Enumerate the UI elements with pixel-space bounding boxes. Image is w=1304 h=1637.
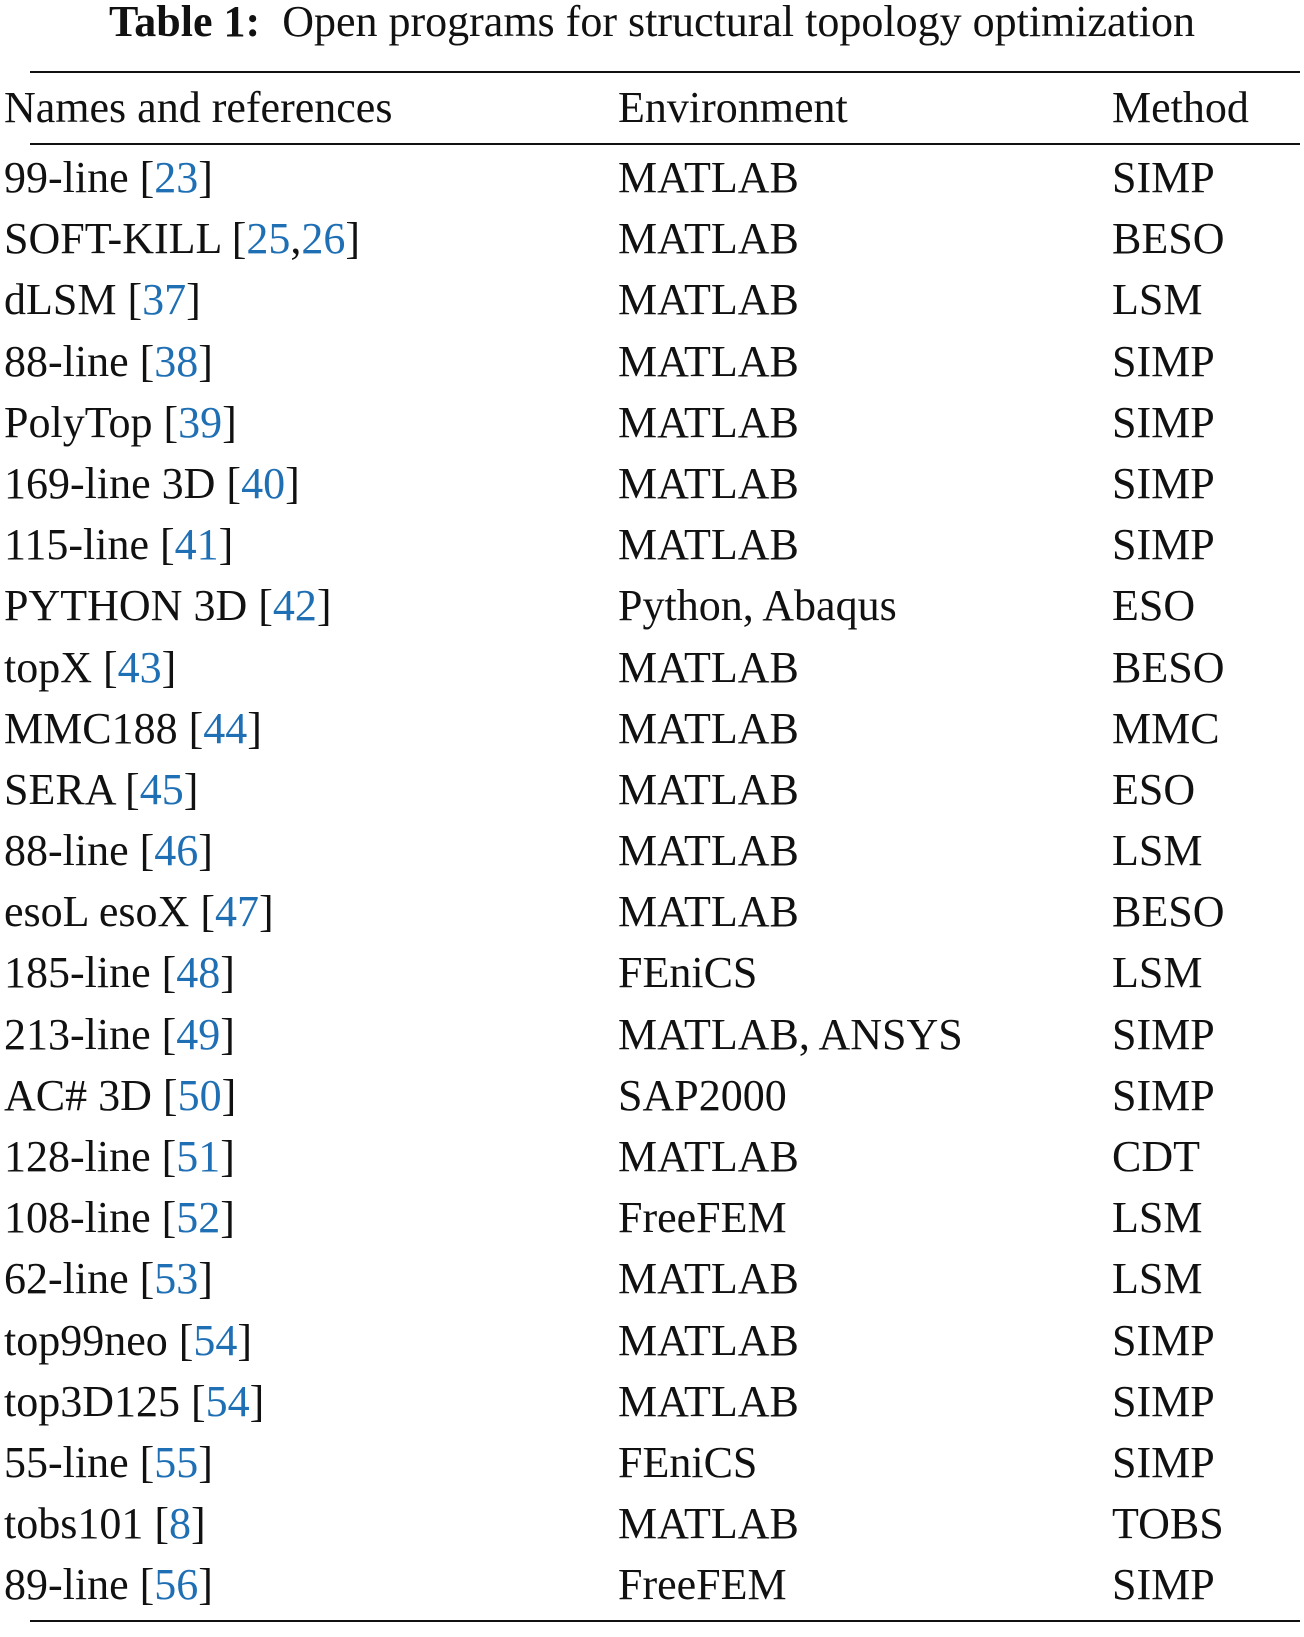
method-cell: TOBS bbox=[1112, 1499, 1224, 1549]
reference-link[interactable]: 48 bbox=[176, 948, 221, 998]
reference-link[interactable]: 46 bbox=[154, 826, 199, 876]
environment-cell: Python, Abaqus bbox=[618, 581, 897, 631]
program-name-cell: 213-line [49] bbox=[4, 1009, 235, 1059]
program-name: PolyTop bbox=[4, 397, 153, 447]
environment-cell: MATLAB bbox=[618, 1132, 799, 1181]
reference-link[interactable]: 23 bbox=[154, 153, 199, 202]
program-name: 115-line bbox=[4, 520, 149, 570]
program-name-cell: dLSM [37] bbox=[4, 275, 201, 325]
reference-link[interactable]: 42 bbox=[272, 581, 317, 631]
program-name-cell: 89-line [56] bbox=[4, 1560, 213, 1610]
reference-link[interactable]: 50 bbox=[177, 1070, 222, 1120]
program-name: 213-line bbox=[4, 1009, 151, 1059]
program-name: 89-line bbox=[4, 1560, 129, 1610]
table-row bbox=[4, 514, 1300, 575]
table-row bbox=[4, 942, 1300, 1003]
table-row bbox=[4, 1371, 1300, 1432]
program-name: 88-line bbox=[4, 826, 129, 876]
method-cell: ESO bbox=[1112, 581, 1196, 631]
reference-link[interactable]: 43 bbox=[117, 642, 162, 692]
table-row bbox=[4, 575, 1300, 636]
reference-link[interactable]: 25 bbox=[246, 214, 291, 264]
program-name-cell: 108-line [52] bbox=[4, 1193, 235, 1243]
reference-link[interactable]: 55 bbox=[154, 1437, 199, 1487]
column-header-names: Names and references bbox=[4, 83, 393, 132]
environment-cell: MATLAB, ANSYS bbox=[618, 1009, 963, 1059]
reference-link[interactable]: 39 bbox=[178, 397, 223, 447]
environment-cell: MATLAB bbox=[618, 458, 799, 508]
reference-link[interactable]: 54 bbox=[205, 1376, 250, 1426]
program-name-cell: 185-line [48] bbox=[4, 948, 235, 998]
program-name: SERA bbox=[4, 764, 115, 814]
program-name: 88-line bbox=[4, 336, 129, 386]
method-cell: SIMP bbox=[1112, 1560, 1215, 1610]
reference-link[interactable]: 44 bbox=[203, 703, 248, 753]
environment-cell: SAP2000 bbox=[618, 1070, 787, 1120]
program-name-cell: 169-line 3D [40] bbox=[4, 458, 300, 508]
table-caption bbox=[0, 0, 1304, 50]
environment-cell: MATLAB bbox=[618, 887, 799, 937]
program-name-cell: PolyTop [39] bbox=[4, 397, 237, 447]
reference-link[interactable]: 41 bbox=[174, 520, 219, 570]
program-name-cell: SERA [45] bbox=[4, 764, 199, 814]
table-row bbox=[4, 759, 1300, 820]
table-row bbox=[4, 1004, 1300, 1065]
program-name-cell: topX [43] bbox=[4, 642, 177, 692]
table-row bbox=[4, 1493, 1300, 1554]
table-row bbox=[4, 1432, 1300, 1493]
method-cell: SIMP bbox=[1112, 153, 1215, 202]
program-name-cell: top3D125 [54] bbox=[4, 1376, 265, 1426]
reference-link[interactable]: 56 bbox=[154, 1560, 199, 1610]
program-name-cell: 88-line [38] bbox=[4, 336, 213, 386]
table-row bbox=[4, 453, 1300, 514]
environment-cell: MATLAB bbox=[618, 642, 799, 692]
table-row bbox=[4, 1065, 1300, 1126]
program-name: MMC188 bbox=[4, 703, 178, 753]
method-cell: SIMP bbox=[1112, 1315, 1215, 1365]
table-header-row bbox=[4, 73, 1300, 143]
program-name: topX bbox=[4, 642, 92, 692]
method-cell: SIMP bbox=[1112, 397, 1215, 447]
table-bottom-rule bbox=[30, 1620, 1300, 1622]
program-name: 55-line bbox=[4, 1437, 129, 1487]
reference-link[interactable]: 51 bbox=[176, 1132, 221, 1181]
method-cell: CDT bbox=[1112, 1132, 1200, 1181]
programs-table bbox=[4, 71, 1300, 1622]
method-cell: BESO bbox=[1112, 887, 1225, 937]
reference-link[interactable]: 40 bbox=[241, 458, 286, 508]
method-cell: SIMP bbox=[1112, 336, 1215, 386]
program-name-cell: 99-line [23] bbox=[4, 153, 213, 202]
table-caption-text: Open programs for structural topology optimization bbox=[282, 0, 1195, 46]
program-name-cell: top99neo [54] bbox=[4, 1315, 253, 1365]
method-cell: BESO bbox=[1112, 642, 1225, 692]
table-row bbox=[4, 208, 1300, 269]
method-cell: SIMP bbox=[1112, 1009, 1215, 1059]
program-name: PYTHON 3D bbox=[4, 581, 248, 631]
program-name-cell: MMC188 [44] bbox=[4, 703, 262, 753]
program-name: 169-line 3D bbox=[4, 458, 216, 508]
reference-link[interactable]: 45 bbox=[139, 764, 184, 814]
program-name-cell: esoL esoX [47] bbox=[4, 887, 274, 937]
method-cell: LSM bbox=[1112, 826, 1203, 876]
table-row bbox=[4, 392, 1300, 453]
program-name-cell: 62-line [53] bbox=[4, 1254, 213, 1304]
program-name: 185-line bbox=[4, 948, 151, 998]
environment-cell: FreeFEM bbox=[618, 1193, 787, 1243]
method-cell: LSM bbox=[1112, 275, 1203, 325]
program-name-cell: 128-line [51] bbox=[4, 1132, 235, 1181]
table-row bbox=[4, 637, 1300, 698]
table-row bbox=[4, 331, 1300, 392]
table-row bbox=[4, 269, 1300, 330]
method-cell: SIMP bbox=[1112, 458, 1215, 508]
environment-cell: MATLAB bbox=[618, 1499, 799, 1549]
program-name-cell: PYTHON 3D [42] bbox=[4, 581, 332, 631]
reference-link[interactable]: 47 bbox=[214, 887, 259, 937]
column-header-method: Method bbox=[1112, 83, 1249, 132]
environment-cell: FreeFEM bbox=[618, 1560, 787, 1610]
environment-cell: MATLAB bbox=[618, 275, 799, 325]
reference-link[interactable]: 38 bbox=[154, 336, 199, 386]
environment-cell: MATLAB bbox=[618, 153, 799, 202]
table-row bbox=[4, 1310, 1300, 1371]
table-row bbox=[4, 1126, 1300, 1187]
table-row bbox=[4, 1187, 1300, 1248]
table-row bbox=[4, 820, 1300, 881]
table-row bbox=[4, 147, 1300, 208]
table-body bbox=[4, 145, 1300, 1620]
environment-cell: FEniCS bbox=[618, 1437, 758, 1487]
table-row bbox=[4, 1248, 1300, 1309]
environment-cell: MATLAB bbox=[618, 214, 799, 264]
program-name: SOFT-KILL bbox=[4, 214, 221, 264]
environment-cell: MATLAB bbox=[618, 336, 799, 386]
method-cell: LSM bbox=[1112, 948, 1203, 998]
method-cell: LSM bbox=[1112, 1193, 1203, 1243]
reference-link[interactable]: 26 bbox=[301, 214, 346, 264]
environment-cell: FEniCS bbox=[618, 948, 758, 998]
environment-cell: MATLAB bbox=[618, 397, 799, 447]
reference-link[interactable]: 54 bbox=[193, 1315, 238, 1365]
table-row bbox=[4, 881, 1300, 942]
reference-link[interactable]: 37 bbox=[142, 275, 187, 325]
program-name: 108-line bbox=[4, 1193, 151, 1243]
program-name-cell: AC# 3D [50] bbox=[4, 1070, 237, 1120]
reference-link[interactable]: 8 bbox=[169, 1499, 192, 1549]
environment-cell: MATLAB bbox=[618, 764, 799, 814]
method-cell: SIMP bbox=[1112, 520, 1215, 570]
environment-cell: MATLAB bbox=[618, 1254, 799, 1304]
program-name-cell: tobs101 [8] bbox=[4, 1499, 206, 1549]
method-cell: SIMP bbox=[1112, 1070, 1215, 1120]
environment-cell: MATLAB bbox=[618, 703, 799, 753]
program-name: AC# 3D bbox=[4, 1070, 152, 1120]
environment-cell: MATLAB bbox=[618, 826, 799, 876]
environment-cell: MATLAB bbox=[618, 1315, 799, 1365]
program-name-cell: 88-line [46] bbox=[4, 826, 213, 876]
method-cell: SIMP bbox=[1112, 1437, 1215, 1487]
reference-link[interactable]: 49 bbox=[176, 1009, 221, 1059]
program-name-cell: 115-line [41] bbox=[4, 520, 234, 570]
program-name-cell: 55-line [55] bbox=[4, 1437, 213, 1487]
program-name: 62-line bbox=[4, 1254, 129, 1304]
program-name: 99-line bbox=[4, 153, 129, 202]
program-name: 128-line bbox=[4, 1132, 151, 1181]
column-header-environment: Environment bbox=[618, 83, 848, 132]
table-row bbox=[4, 698, 1300, 759]
program-name: top99neo bbox=[4, 1315, 168, 1365]
method-cell: ESO bbox=[1112, 764, 1196, 814]
method-cell: MMC bbox=[1112, 703, 1220, 753]
program-name: esoL esoX bbox=[4, 887, 190, 937]
method-cell: BESO bbox=[1112, 214, 1225, 264]
reference-link[interactable]: 52 bbox=[176, 1193, 221, 1243]
method-cell: SIMP bbox=[1112, 1376, 1215, 1426]
program-name: top3D125 bbox=[4, 1376, 180, 1426]
environment-cell: MATLAB bbox=[618, 1376, 799, 1426]
reference-link[interactable]: 53 bbox=[154, 1254, 199, 1304]
table-row bbox=[4, 1554, 1300, 1615]
table-caption-label: Table 1: bbox=[109, 0, 261, 46]
method-cell: LSM bbox=[1112, 1254, 1203, 1304]
program-name: dLSM bbox=[4, 275, 117, 325]
program-name: tobs101 bbox=[4, 1499, 144, 1549]
environment-cell: MATLAB bbox=[618, 520, 799, 570]
program-name-cell: SOFT-KILL [25,26] bbox=[4, 214, 361, 264]
